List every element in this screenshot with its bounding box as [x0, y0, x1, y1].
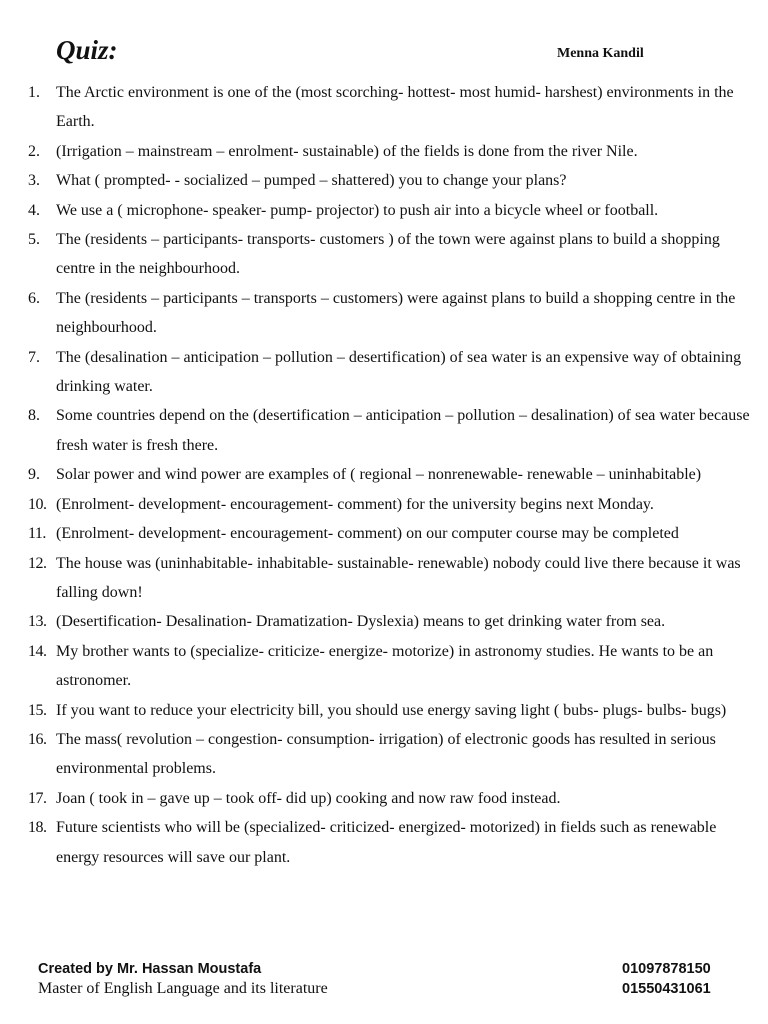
footer-role: Master of English Language and its literature — [38, 980, 328, 997]
question-list — [28, 78, 760, 872]
question-text: (Desertification- Desalination- Dramatization- Dyslexia) means to get drinking water from sea. — [56, 613, 666, 631]
question-item — [28, 137, 760, 166]
question-number: 17. — [28, 789, 47, 807]
question-number: 8. — [28, 407, 40, 425]
question-item — [28, 549, 760, 608]
footer-phone-1: 01097878150 — [622, 961, 711, 977]
question-number: 4. — [28, 201, 40, 219]
question-text: (Enrolment- development- encouragement- comment) for the university begins next Monday. — [56, 495, 654, 513]
question-item — [28, 460, 760, 489]
question-text: If you want to reduce your electricity bill, you should use energy saving light ( bubs- plugs- bulbs- bugs) — [56, 701, 727, 719]
question-number: 11. — [28, 525, 46, 543]
question-text: The house was (uninhabitable- inhabitable- sustainable- renewable) nobody could live there because it was falling down! — [56, 554, 741, 601]
footer-contacts — [622, 959, 752, 999]
question-text: The Arctic environment is one of the (most scorching- hottest- most humid- harshest) environments in the Earth. — [56, 84, 734, 131]
question-item — [28, 784, 760, 813]
question-text: Joan ( took in – gave up – took off- did up) cooking and now raw food instead. — [56, 789, 561, 807]
question-text: (Irrigation – mainstream – enrolment- sustainable) of the fields is done from the river Nile. — [56, 142, 638, 160]
question-item — [28, 637, 760, 696]
question-text: The (residents – participants- transports- customers ) of the town were against plans to build a shopping centre in the neighbourhood. — [56, 231, 720, 278]
question-item — [28, 401, 760, 460]
question-item — [28, 725, 760, 784]
question-item — [28, 166, 760, 195]
question-text: We use a ( microphone- speaker- pump- projector) to push air into a bicycle wheel or football. — [56, 201, 659, 219]
question-item — [28, 519, 760, 548]
question-text: The (desalination – anticipation – pollution – desertification) of sea water is an expensive way of obtaining drinking water. — [56, 348, 742, 396]
question-text: My brother wants to (specialize- criticize- energize- motorize) in astronomy studies. He wants to be an astronomer. — [56, 642, 714, 690]
question-text: (Enrolment- development- encouragement- comment) on our computer course may be completed — [56, 525, 679, 543]
question-number: 15. — [28, 701, 47, 719]
question-item — [28, 196, 760, 225]
question-text: Solar power and wind power are examples of ( regional – nonrenewable- renewable – uninhabitable) — [56, 466, 702, 484]
question-item — [28, 813, 760, 872]
page-title: Quiz: — [56, 35, 118, 65]
question-number: 2. — [28, 142, 40, 160]
question-number: 13. — [28, 613, 47, 631]
question-item — [28, 78, 760, 137]
question-number: 18. — [28, 819, 47, 837]
question-number: 6. — [28, 289, 40, 307]
question-text: The (residents – participants – transports – customers) were against plans to build a shopping centre in the neighbourhood. — [56, 289, 736, 337]
question-item — [28, 225, 760, 284]
question-number: 10. — [28, 495, 47, 513]
question-number: 7. — [28, 348, 40, 366]
question-number: 14. — [28, 642, 47, 660]
question-number: 9. — [28, 466, 40, 484]
question-item — [28, 343, 760, 402]
question-number: 12. — [28, 554, 47, 572]
question-text: Future scientists who will be (specialized- criticized- energized- motorized) in fields such as renewable energy resources will save our plant. — [56, 819, 717, 866]
question-item — [28, 490, 760, 519]
question-text: The mass( revolution – congestion- consumption- irrigation) of electronic goods has resulted in serious environmental problems. — [56, 730, 716, 778]
author-name: Menna Kandil — [557, 46, 644, 61]
footer-creator: Created by Mr. Hassan Moustafa — [38, 961, 262, 977]
question-text: What ( prompted- - socialized – pumped – shattered) you to change your plans? — [56, 172, 567, 190]
question-item — [28, 607, 760, 636]
question-item — [28, 284, 760, 343]
footer-credits — [38, 959, 458, 999]
question-number: 1. — [28, 84, 40, 101]
question-text: Some countries depend on the (desertification – anticipation – pollution – desalination) of sea water because fresh water is fresh there. — [56, 407, 750, 454]
question-item — [28, 696, 760, 725]
question-number: 3. — [28, 172, 40, 190]
question-number: 16. — [28, 730, 47, 748]
footer-phone-2: 01550431061 — [622, 981, 711, 997]
question-number: 5. — [28, 231, 40, 249]
